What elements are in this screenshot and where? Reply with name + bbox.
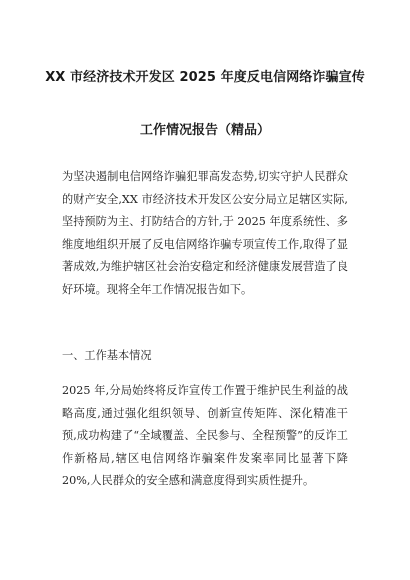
section-1-paragraph: 2025 年,分局始终将反诈宣传工作置于维护民生利益的战略高度,通过强化组织领导、创新宣传矩阵、深化精准干预,成功构建了“全域覆盖、全民参与、全程预警”的反诈工作新格局,辖区电信网络诈骗案件发案率同比显著下降 20%,人民群众的安全感和满意度得到实质性提升。: [62, 384, 348, 487]
document-title-line-2: 工作情况报告（精品）: [139, 123, 270, 138]
intro-paragraph: 为坚决遏制电信网络诈骗犯罪高发态势,切实守护人民群众的财产安全,XX 市经济技术开发区公安分局立足辖区实际,坚持预防为主、打防结合的方针,于 2025 年度系统性、多维度地组织开展了反电信网络诈骗专项宣传工作,取得了显著成效,为维护辖区社会治安稳定和经济健康发展营造了良好环境。现将全年工作情况报告如下。: [62, 170, 348, 296]
document-title-line-1: XX 市经济技术开发区 2025 年度反电信网络诈骗宣传: [45, 70, 365, 85]
section-1-heading: 一、工作基本情况: [62, 349, 152, 362]
